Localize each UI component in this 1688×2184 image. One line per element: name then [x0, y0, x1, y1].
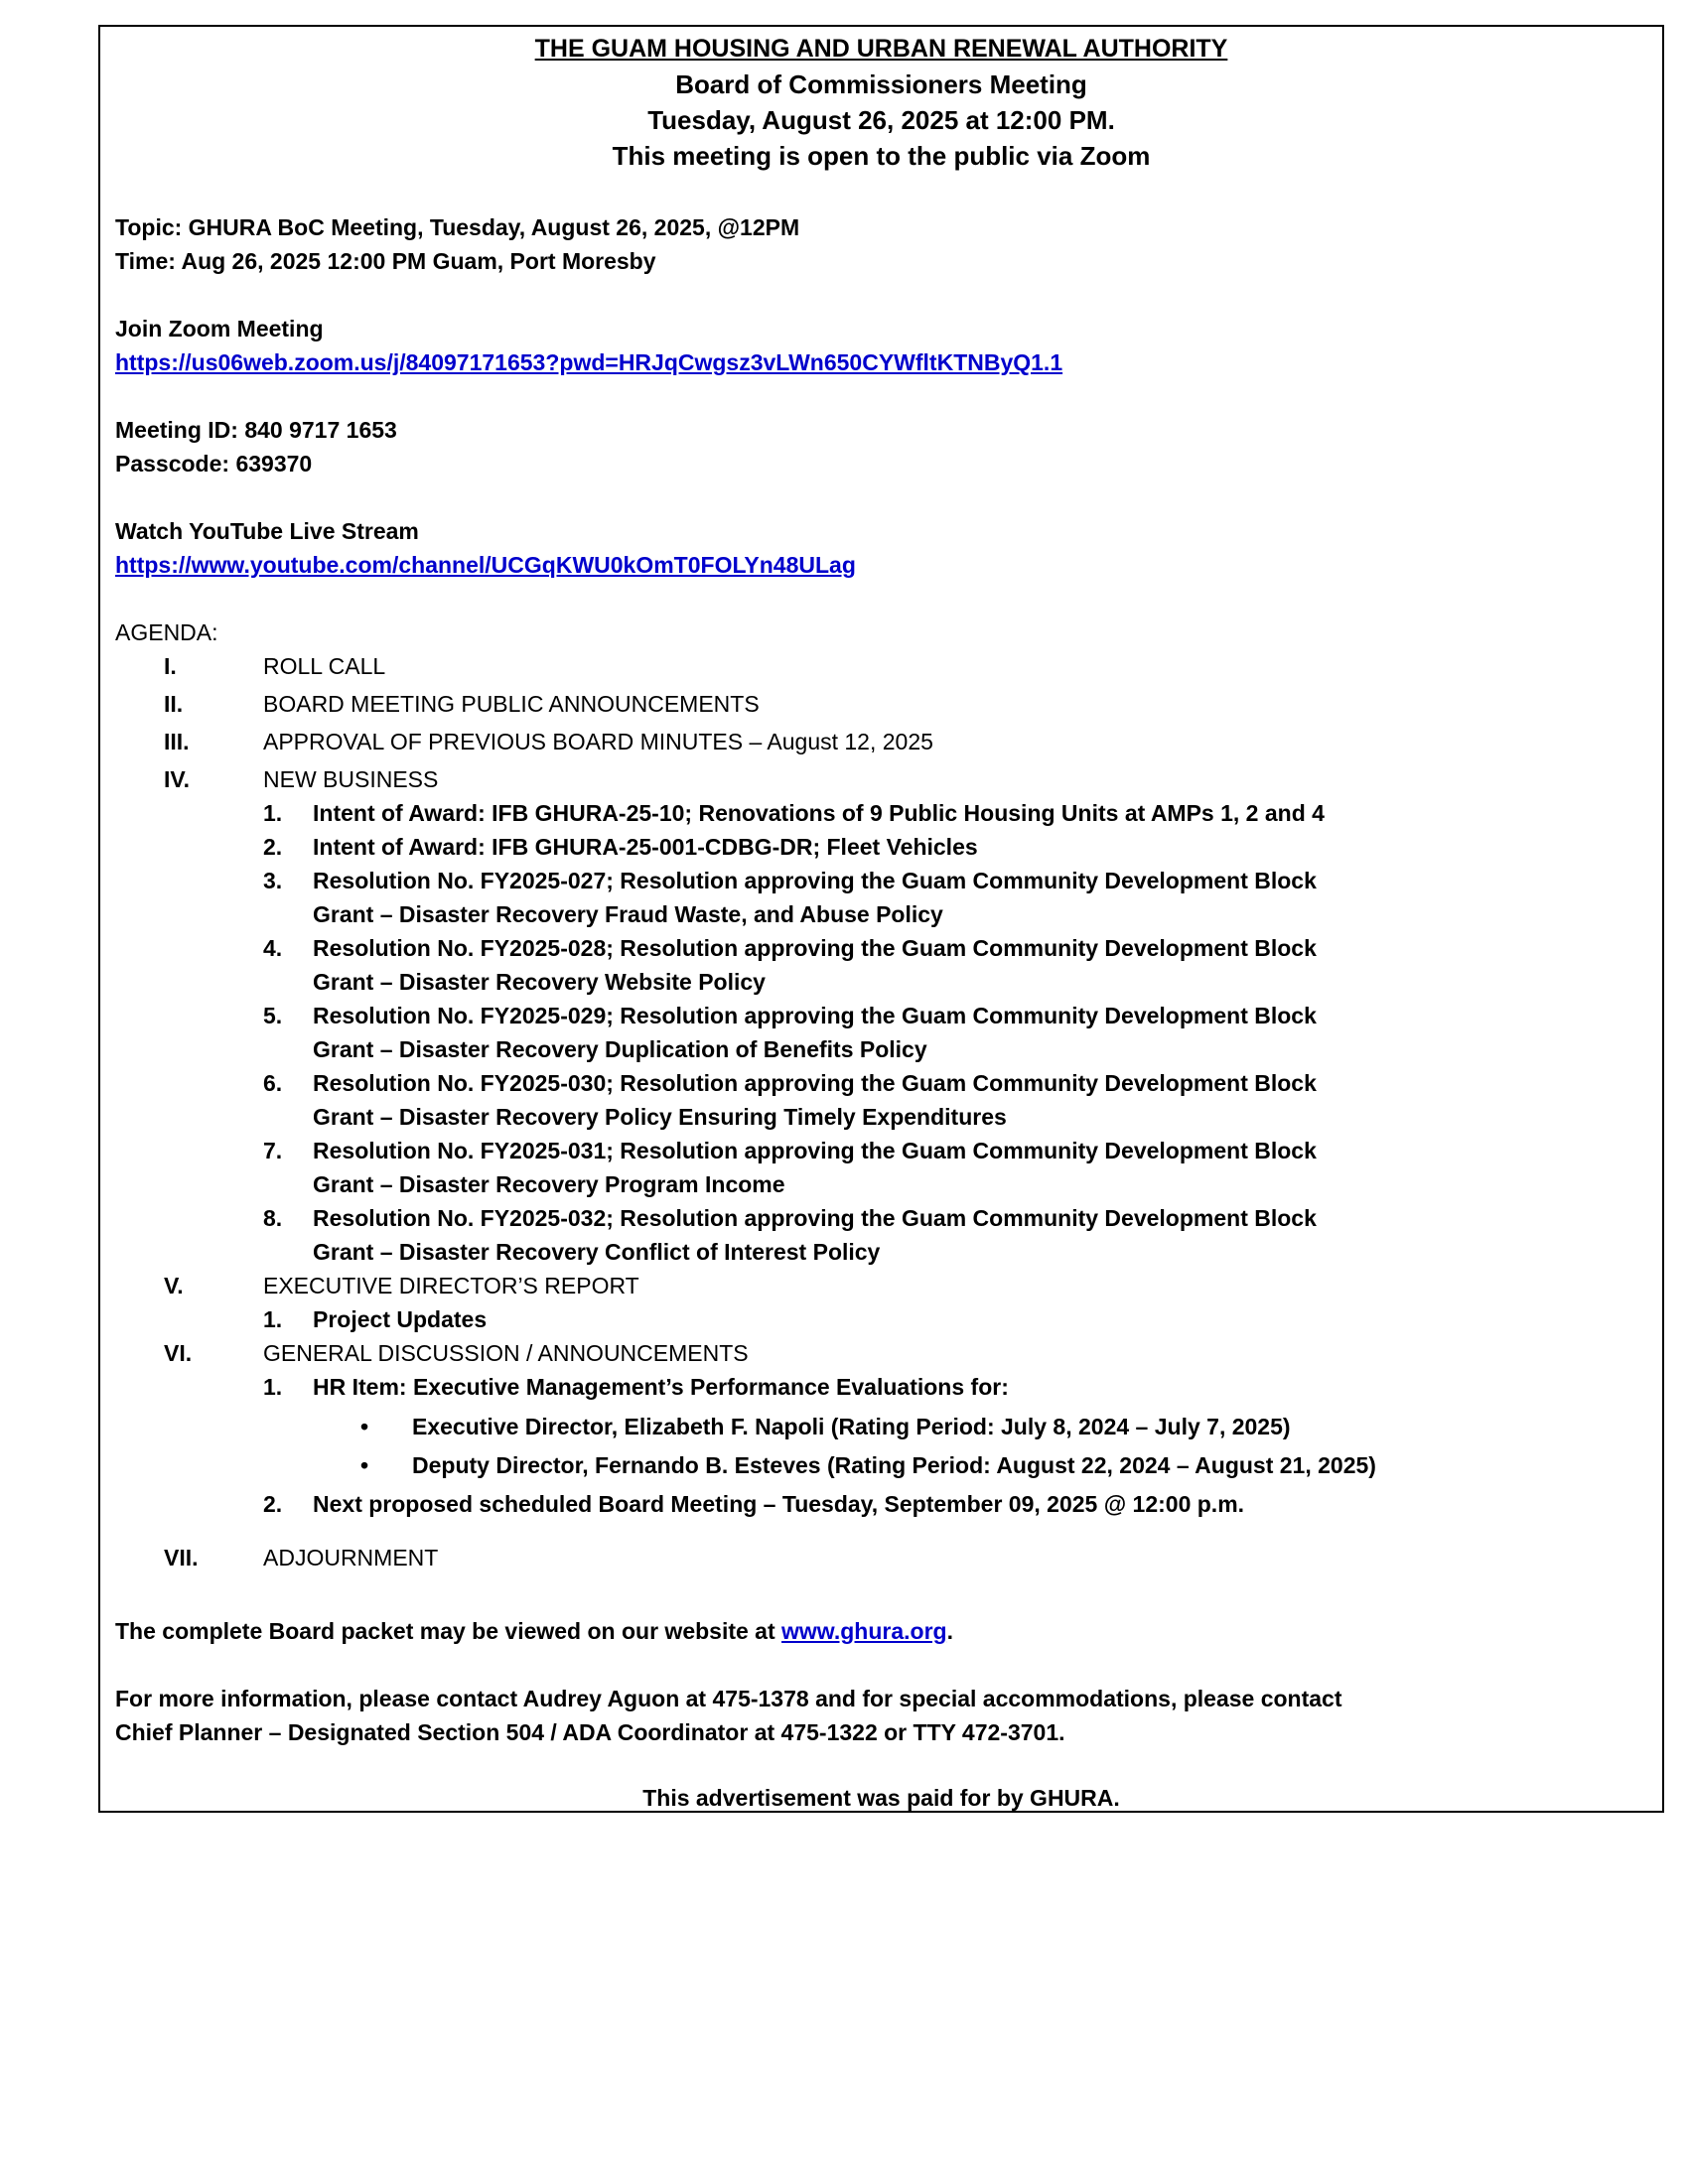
item-number: 1. — [263, 800, 283, 826]
contact-info-line-2: Chief Planner – Designated Section 504 / ADA Coordinator at 475-1322 or TTY 472-3701. — [115, 1719, 1065, 1745]
item-number: 8. — [263, 1205, 283, 1231]
new-business-item: Resolution No. FY2025-032; Resolution approving the Guam Community Development Block — [313, 1205, 1317, 1231]
new-business-item: Resolution No. FY2025-030; Resolution approving the Guam Community Development Block — [313, 1070, 1317, 1096]
general-item: Next proposed scheduled Board Meeting – Tuesday, September 09, 2025 @ 12:00 p.m. — [313, 1491, 1245, 1517]
section-ed-report: EXECUTIVE DIRECTOR’S REPORT — [263, 1273, 639, 1298]
bullet-marker: • — [360, 1414, 369, 1439]
section-numeral: III. — [164, 729, 190, 754]
section-roll-call: ROLL CALL — [263, 653, 386, 679]
new-business-item-cont: Grant – Disaster Recovery Policy Ensuring Timely Expenditures — [313, 1104, 1007, 1130]
item-number: 7. — [263, 1138, 283, 1163]
item-number: 2. — [263, 834, 283, 860]
item-number: 1. — [263, 1306, 283, 1332]
passcode: Passcode: 639370 — [115, 451, 313, 477]
new-business-item: Resolution No. FY2025-027; Resolution approving the Guam Community Development Block — [313, 868, 1317, 893]
item-number: 4. — [263, 935, 283, 961]
item-number: 5. — [263, 1003, 283, 1028]
section-numeral: VII. — [164, 1545, 199, 1570]
meeting-title: Board of Commissioners Meeting — [675, 69, 1087, 99]
new-business-item-cont: Grant – Disaster Recovery Program Income — [313, 1171, 785, 1197]
youtube-label: Watch YouTube Live Stream — [115, 518, 419, 544]
new-business-item-cont: Grant – Disaster Recovery Duplication of Benefits Policy — [313, 1036, 927, 1062]
bullet-marker: • — [360, 1452, 369, 1478]
section-numeral: V. — [164, 1273, 184, 1298]
new-business-item: Resolution No. FY2025-028; Resolution approving the Guam Community Development Block — [313, 935, 1317, 961]
section-numeral: II. — [164, 691, 184, 717]
section-numeral: IV. — [164, 766, 191, 792]
ed-report-item: Project Updates — [313, 1306, 488, 1332]
new-business-item-cont: Grant – Disaster Recovery Fraud Waste, and Abuse Policy — [313, 901, 943, 927]
board-packet-text: The complete Board packet may be viewed on our website at — [115, 1618, 782, 1644]
youtube-link[interactable]: https://www.youtube.com/channel/UCGqKWU0kOmT0FOLYn48ULag — [115, 552, 856, 578]
board-packet-note — [115, 1614, 953, 1648]
item-number: 2. — [263, 1491, 283, 1517]
item-number: 1. — [263, 1374, 283, 1400]
general-item: HR Item: Executive Management’s Performance Evaluations for: — [313, 1374, 1009, 1400]
new-business-item: Resolution No. FY2025-029; Resolution approving the Guam Community Development Block — [313, 1003, 1317, 1028]
join-zoom-label: Join Zoom Meeting — [115, 316, 324, 341]
zoom-link[interactable]: https://us06web.zoom.us/j/84097171653?pwd=HRJqCwgsz3vLWn650CYWfltKTNByQ1.1 — [115, 349, 1063, 375]
new-business-item-cont: Grant – Disaster Recovery Conflict of Interest Policy — [313, 1239, 881, 1265]
contact-info-line-1: For more information, please contact Audrey Aguon at 475-1378 and for special accommodations, please contact — [115, 1686, 1342, 1711]
item-number: 6. — [263, 1070, 283, 1096]
evaluation-executive-director: Executive Director, Elizabeth F. Napoli (Rating Period: July 8, 2024 – July 7, 2025) — [412, 1414, 1291, 1439]
paid-advertisement-note: This advertisement was paid for by GHURA. — [642, 1785, 1120, 1811]
section-new-business: NEW BUSINESS — [263, 766, 439, 792]
new-business-item: Resolution No. FY2025-031; Resolution approving the Guam Community Development Block — [313, 1138, 1317, 1163]
meeting-topic: Topic: GHURA BoC Meeting, Tuesday, August 26, 2025, @12PM — [115, 214, 800, 240]
agenda-label: AGENDA: — [115, 619, 218, 645]
notice-header — [100, 31, 1662, 174]
section-general-discussion: GENERAL DISCUSSION / ANNOUNCEMENTS — [263, 1340, 749, 1366]
new-business-item: Intent of Award: IFB GHURA-25-001-CDBG-DR; Fleet Vehicles — [313, 834, 978, 860]
section-numeral: I. — [164, 653, 177, 679]
board-packet-period: . — [946, 1618, 953, 1644]
meeting-access: This meeting is open to the public via Zoom — [612, 141, 1151, 171]
item-number: 3. — [263, 868, 283, 893]
meeting-datetime: Tuesday, August 26, 2025 at 12:00 PM. — [647, 105, 1115, 135]
section-minutes: APPROVAL OF PREVIOUS BOARD MINUTES – August 12, 2025 — [263, 729, 933, 754]
new-business-item-cont: Grant – Disaster Recovery Website Policy — [313, 969, 766, 995]
section-numeral: VI. — [164, 1340, 193, 1366]
notice-frame — [98, 25, 1664, 1813]
section-adjournment: ADJOURNMENT — [263, 1545, 439, 1570]
meeting-id: Meeting ID: 840 9717 1653 — [115, 417, 397, 443]
evaluation-deputy-director: Deputy Director, Fernando B. Esteves (Rating Period: August 22, 2024 – August 21, 2025) — [412, 1452, 1376, 1478]
website-link[interactable]: www.ghura.org — [781, 1618, 947, 1644]
new-business-item: Intent of Award: IFB GHURA-25-10; Renovations of 9 Public Housing Units at AMPs 1, 2 and 4 — [313, 800, 1325, 826]
meeting-time: Time: Aug 26, 2025 12:00 PM Guam, Port Moresby — [115, 248, 656, 274]
organization-title: THE GUAM HOUSING AND URBAN RENEWAL AUTHORITY — [534, 35, 1228, 63]
section-announcements: BOARD MEETING PUBLIC ANNOUNCEMENTS — [263, 691, 760, 717]
